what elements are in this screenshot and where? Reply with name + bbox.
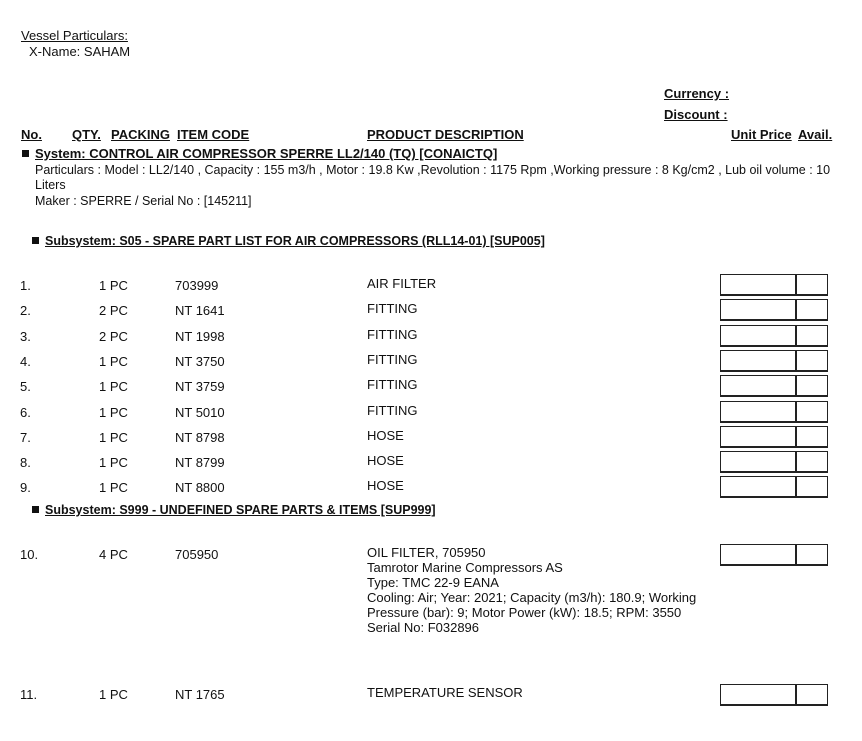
unit-price-input[interactable]: [720, 375, 796, 397]
subsystem-header: [32, 234, 545, 248]
avail-input[interactable]: [796, 451, 828, 473]
item-code: 705950: [175, 547, 219, 562]
item-no: 10.: [20, 547, 39, 562]
discount-label: Discount :: [664, 107, 728, 122]
unit-price-input[interactable]: [720, 544, 796, 566]
subsystem-header-2: [32, 503, 436, 517]
bullet-square-icon: [22, 150, 29, 157]
item-description: FITTING: [367, 301, 418, 316]
item-no: 2.: [20, 303, 31, 318]
system-title: System: CONTROL AIR COMPRESSOR SPERRE LL2/140 (TQ) [CONAICTQ]: [35, 146, 498, 161]
item-qty: 4 PC: [99, 547, 128, 562]
item-no: 9.: [20, 480, 31, 495]
item-description: HOSE: [367, 428, 404, 443]
item-qty: 1 PC: [99, 405, 128, 420]
unit-price-input[interactable]: [720, 274, 796, 296]
item-code: NT 8798: [175, 430, 225, 445]
bullet-square-icon: [32, 506, 39, 513]
vessel-name: X-Name: SAHAM: [29, 44, 131, 59]
item-description: HOSE: [367, 453, 404, 468]
subsystem-title-2: Subsystem: S999 - UNDEFINED SPARE PARTS & ITEMS [SUP999]: [45, 503, 436, 517]
item-description: FITTING: [367, 327, 418, 342]
item-no: 6.: [20, 405, 31, 420]
item-qty: 1 PC: [99, 278, 128, 293]
avail-input[interactable]: [796, 274, 828, 296]
item-code: NT 3750: [175, 354, 225, 369]
item-qty: 2 PC: [99, 303, 128, 318]
currency-label: Currency :: [664, 86, 730, 101]
item-no: 7.: [20, 430, 31, 445]
item-description: HOSE: [367, 478, 404, 493]
col-avail: Avail.: [798, 127, 833, 142]
item-code: NT 8799: [175, 455, 225, 470]
unit-price-input[interactable]: [720, 325, 796, 347]
item-qty: 1 PC: [99, 379, 128, 394]
col-item-code: ITEM CODE: [177, 127, 250, 142]
item-code: NT 1765: [175, 687, 225, 702]
unit-price-input[interactable]: [720, 684, 796, 706]
item-no: 4.: [20, 354, 31, 369]
system-particulars: Particulars : Model : LL2/140 , Capacity : 155 m3/h , Motor : 19.8 Kw ,Revolution : 1175 Rpm ,Working pressure : 8 Kg/cm2 , Lub oil volume : 10 Liters: [35, 163, 831, 192]
avail-input[interactable]: [796, 476, 828, 498]
item-no: 5.: [20, 379, 31, 394]
unit-price-input[interactable]: [720, 426, 796, 448]
item-description: FITTING: [367, 377, 418, 392]
item-description: FITTING: [367, 403, 418, 418]
col-qty: QTY.: [72, 127, 101, 142]
avail-input[interactable]: [796, 375, 828, 397]
unit-price-input[interactable]: [720, 350, 796, 372]
item-qty: 1 PC: [99, 687, 128, 702]
item-qty: 1 PC: [99, 480, 128, 495]
item-no: 8.: [20, 455, 31, 470]
item-no: 3.: [20, 329, 31, 344]
item-code: NT 1998: [175, 329, 225, 344]
item-qty: 2 PC: [99, 329, 128, 344]
avail-input[interactable]: [796, 299, 828, 321]
unit-price-input[interactable]: [720, 451, 796, 473]
col-packing: PACKING: [111, 127, 170, 142]
item-description: AIR FILTER: [367, 276, 437, 291]
unit-price-input[interactable]: [720, 299, 796, 321]
item-qty: 1 PC: [99, 430, 128, 445]
bullet-square-icon: [32, 237, 39, 244]
avail-input[interactable]: [796, 426, 828, 448]
item-description: OIL FILTER, 705950 Tamrotor Marine Compressors AS Type: TMC 22-9 EANA Cooling: Air; Year: 2021; Capacity (m3/h): 180.9; Working Pressure (bar): 9; Motor Power (kW): 18.5; RPM: 3550 Serial No: F032896: [367, 545, 697, 635]
unit-price-input[interactable]: [720, 401, 796, 423]
item-description: FITTING: [367, 352, 418, 367]
avail-input[interactable]: [796, 401, 828, 423]
item-code: NT 1641: [175, 303, 225, 318]
item-qty: 1 PC: [99, 455, 128, 470]
unit-price-input[interactable]: [720, 476, 796, 498]
item-code: 703999: [175, 278, 219, 293]
col-unit-price: Unit Price: [731, 127, 792, 142]
item-no: 1.: [20, 278, 31, 293]
avail-input[interactable]: [796, 684, 828, 706]
col-no: No.: [21, 127, 42, 142]
item-code: NT 8800: [175, 480, 225, 495]
avail-input[interactable]: [796, 544, 828, 566]
subsystem-title: Subsystem: S05 - SPARE PART LIST FOR AIR COMPRESSORS (RLL14-01) [SUP005]: [45, 234, 545, 248]
avail-input[interactable]: [796, 350, 828, 372]
system-header: [22, 146, 497, 161]
item-code: NT 3759: [175, 379, 225, 394]
item-no: 11.: [20, 687, 38, 702]
item-code: NT 5010: [175, 405, 225, 420]
vessel-particulars-heading: Vessel Particulars:: [21, 28, 128, 43]
item-description: TEMPERATURE SENSOR: [367, 685, 523, 700]
col-product-description: PRODUCT DESCRIPTION: [367, 127, 524, 142]
system-maker: Maker : SPERRE / Serial No : [145211]: [35, 194, 252, 208]
avail-input[interactable]: [796, 325, 828, 347]
item-qty: 1 PC: [99, 354, 128, 369]
